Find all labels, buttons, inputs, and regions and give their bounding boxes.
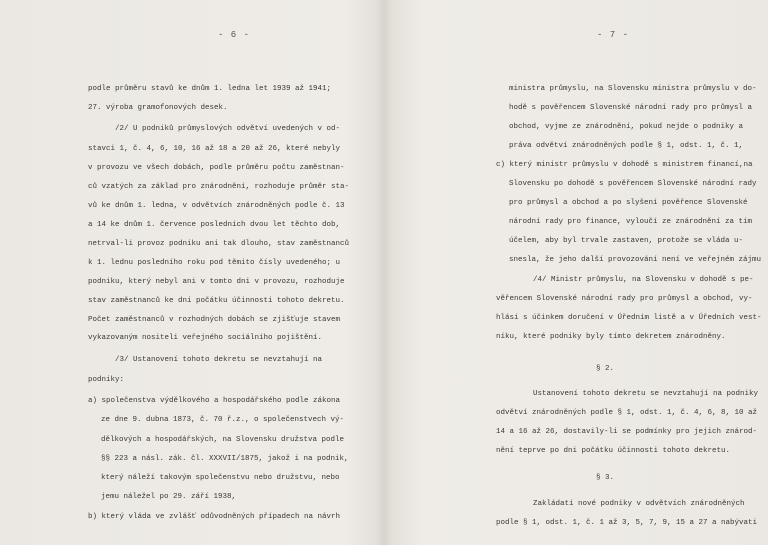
text-line: který náleží takovým společenstvu nebo družstvu, nebo [101, 474, 340, 482]
text-line: Slovensku po dohodě s pověřencem Slovenské národní rady [509, 180, 757, 188]
left-page-text [0, 0, 350, 521]
text-line: /2/ U podniků průmyslových odvětví uvedených v od- [115, 125, 341, 133]
text-line: podle průměru stavů ke dnům 1. ledna let 1939 až 1941; [88, 85, 332, 93]
text-line: netrval-li provoz podniku ani tak dlouho, stav zaměstnanců [88, 240, 350, 248]
text-line: nění teprve po dni počátku účinnosti tohoto dekretu. [496, 447, 731, 455]
text-line: k 1. lednu posledního roku pod těmito čísly uvedeného; u [88, 259, 341, 267]
text-line: vykazovaným nositeli veřejného sociálního pojištění. [88, 334, 323, 342]
text-line: snesla, že jeho další provozování není ve veřejném zájmu [509, 256, 762, 264]
text-line: ze dne 9. dubna 1873, č. 70 ř.z., o společenstvech vý- [101, 416, 345, 424]
right-page-text [384, 0, 762, 527]
text-line: b) který vláda ve zvlášť odůvodněných případech na návrh [88, 513, 341, 521]
text-line: §§ 223 a násl. zák. čl. XXXVII/1875, jakož i na podnik, [101, 455, 349, 463]
text-line: ců vzatých za základ pro znárodnění, rozhoduje průměr sta- [88, 183, 350, 191]
text-line: c) který ministr průmyslu v dohodě s ministrem financí,na [496, 161, 753, 169]
text-line: ministra průmyslu, na Slovensku ministra průmyslu v do- [509, 85, 757, 93]
text-line: dělkových a hospodářských, na Slovensku družstva podle [101, 436, 345, 444]
text-line: níku, které podniky byly tímto dekretem znárodněny. [496, 333, 726, 341]
text-line: 27. výroba gramofonových desek. [88, 104, 228, 112]
text-line: obchod, vyjme ze znárodnění, pokud nejde o podniky a [509, 123, 744, 131]
text-line: podle § 1, odst. 1, č. 1 až 3, 5, 7, 9, 15 a 27 a nabývati [496, 519, 758, 527]
text-line: pro průmysl a obchod a po slyšení pověřence Slovenské [509, 199, 748, 207]
right-page [384, 0, 768, 545]
text-line: odvětví znárodněných podle § 1, odst. 1, č. 4, 6, 8, 10 až [496, 409, 758, 417]
text-line: Ustanovení tohoto dekretu se nevztahují na podniky [533, 390, 759, 398]
text-line: a 14 ke dnům 1. července posledních dvou let těchto dob, [88, 221, 341, 229]
page-number-right: - 7 - [597, 30, 630, 40]
text-line: jemu náležel po 29. září 1938, [101, 493, 237, 501]
text-line: práva odvětví znárodněných podle § 1, odst. 1, č. 1, [509, 142, 744, 150]
text-line: národní rady pro finance, vyloučí ze znárodnění za tím [509, 218, 753, 226]
text-line: podniku, který nebyl ani v tomto dni v provozu, rozhoduje [88, 278, 345, 286]
section-heading: § 3. [596, 474, 615, 482]
text-line: účelem, aby byl trvale zastaven, protože se vláda u- [509, 237, 744, 245]
text-line: věřencem Slovenské národní rady pro průmysl a obchod, vy- [496, 295, 753, 303]
section-heading: § 2. [596, 365, 615, 373]
text-line: Počet zaměstnanců v rozhodných dobách se zjišťuje stavem [88, 316, 341, 324]
text-line: stav zaměstnanců ke dni počátku účinnosti tohoto dekretu. [88, 297, 345, 305]
text-line: /4/ Ministr průmyslu, na Slovensku v dohodě s pe- [533, 276, 754, 284]
text-line: hodě s pověřencem Slovenské národní rady pro průmysl a [509, 104, 753, 112]
text-line: v provozu ve všech dobách, podle průměru počtu zaměstnan- [88, 164, 345, 172]
text-line: podniky: [88, 376, 125, 384]
text-line: Zakládati nové podniky v odvětvích znárodněných [533, 500, 745, 508]
page-number-left: - 6 - [218, 30, 251, 40]
text-line: /3/ Ustanovení tohoto dekretu se nevztahují na [115, 356, 323, 364]
text-line: vů ke dnům 1. ledna, v odvětvích znárodněných podle č. 13 [88, 202, 345, 210]
text-line: stavci 1, č. 4, 6, 10, 16 až 18 a 20 až 26, které nebyly [88, 145, 341, 153]
text-line: a) společenstva výdělkového a hospodářského podle zákona [88, 397, 341, 405]
text-line: 14 a 16 až 26, dostavily-li se podmínky pro jejich znárod- [496, 428, 758, 436]
text-line: hlásí s účinkem doručení v Úředním listě a v Úředních vest- [496, 314, 762, 322]
